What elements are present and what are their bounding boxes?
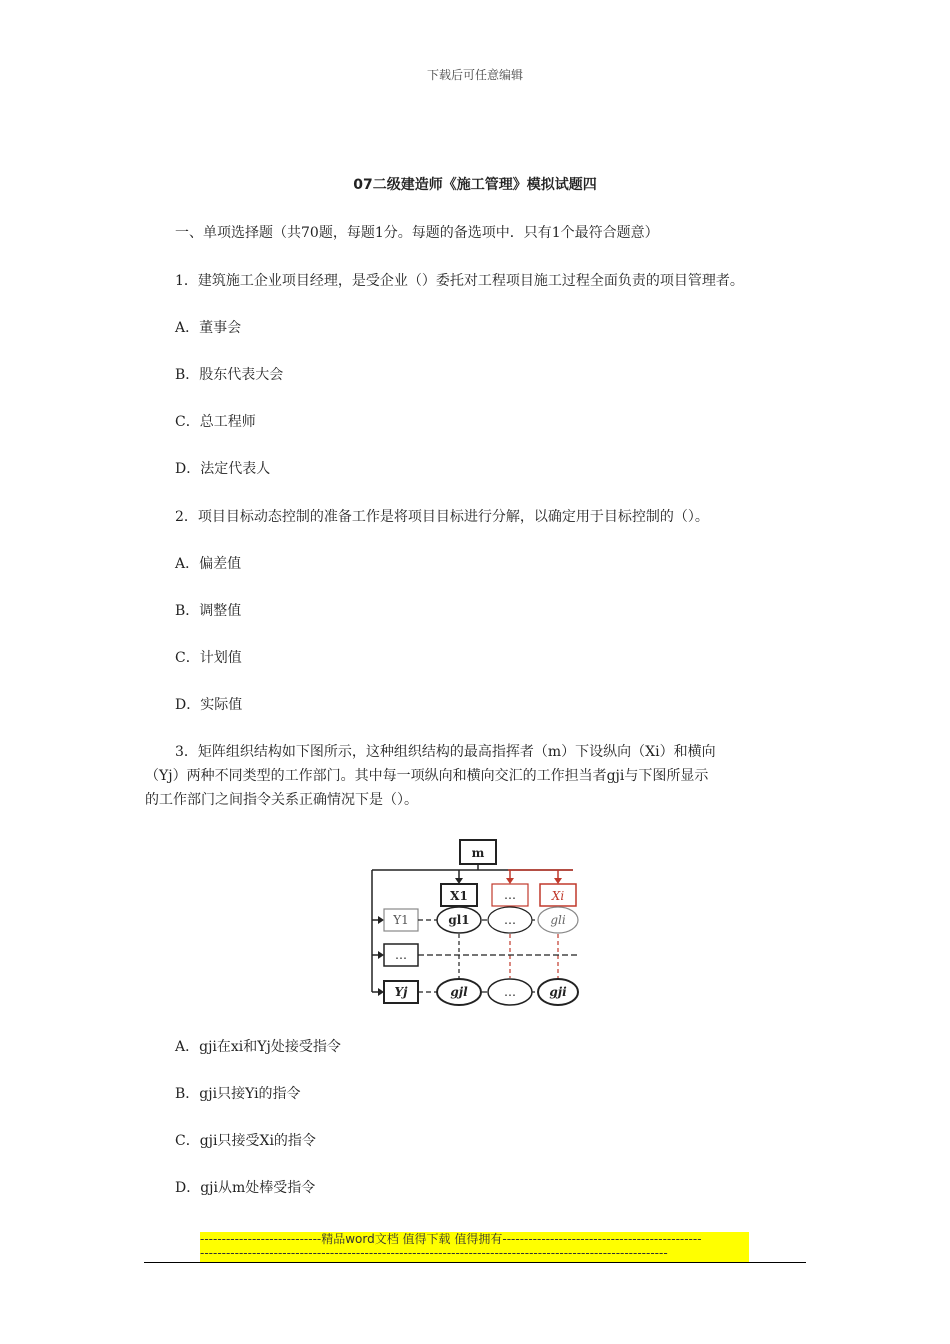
document-title: 07二级建造师《施工管理》模拟试题四 bbox=[353, 177, 597, 193]
question-3-option-d: D．gji从m处棒受指令 bbox=[175, 1180, 316, 1196]
footer-rule bbox=[144, 1262, 806, 1263]
diagram-m-label: m bbox=[471, 846, 485, 860]
question-2-option-b: B．调整值 bbox=[175, 603, 242, 619]
diagram-column-xi-label: Xi bbox=[551, 889, 565, 903]
question-2-option-d: D．实际值 bbox=[175, 697, 243, 713]
diagram-node-g1i-label: gli bbox=[550, 913, 566, 927]
diagram-node-gji-label: gji bbox=[549, 985, 567, 999]
question-1-option-c: C．总工程师 bbox=[175, 414, 256, 430]
question-3-stem-line-2: （Yj）两种不同类型的工作部门。其中每一项纵向和横向交汇的工作担当者gji与下图所显示 bbox=[145, 768, 709, 784]
diagram-column-mid-label: … bbox=[504, 888, 516, 902]
diagram-row-mid-label: … bbox=[395, 948, 407, 962]
footer-line-2: ------------------------------------------------------------------------------------------------------------ bbox=[200, 1246, 668, 1260]
question-3-option-a: A．gji在xi和Yj处接受指令 bbox=[175, 1039, 341, 1055]
diagram-node-g1mid-label: … bbox=[504, 913, 516, 927]
diagram-column-x1-label: X1 bbox=[450, 889, 468, 903]
diagram-node-g11-label: gl1 bbox=[448, 913, 470, 927]
diagram-row-yj-label: Yj bbox=[394, 985, 408, 999]
matrix-organization-diagram bbox=[368, 836, 584, 1008]
question-2-option-c: C．计划值 bbox=[175, 650, 242, 666]
footer-banner bbox=[200, 1232, 749, 1262]
question-2-stem: 2．项目目标动态控制的准备工作是将项目目标进行分解，以确定用于目标控制的（）。 bbox=[175, 509, 709, 525]
question-1-stem: 1．建筑施工企业项目经理，是受企业（）委托对工程项目施工过程全面负责的项目管理者。 bbox=[175, 273, 744, 289]
footer-line-1: ----------------------------精品word文档 值得下载 值得拥有---------------------------------------------- bbox=[200, 1232, 702, 1246]
question-1-option-a: A．董事会 bbox=[175, 320, 242, 336]
question-2-option-a: A．偏差值 bbox=[175, 556, 242, 572]
question-3-stem-line-1: 3．矩阵组织结构如下图所示，这种组织结构的最高指挥者（m）下设纵向（Xi）和横向 bbox=[175, 744, 716, 760]
diagram-row-y1-label: Y1 bbox=[393, 913, 409, 927]
diagram-node-gj1-label: gjl bbox=[450, 985, 468, 999]
question-1-option-d: D．法定代表人 bbox=[175, 461, 271, 477]
question-3-option-c: C．gji只接受Xi的指令 bbox=[175, 1133, 316, 1149]
question-1-option-b: B．股东代表大会 bbox=[175, 367, 284, 383]
header-note: 下载后可任意编辑 bbox=[426, 68, 523, 82]
question-3-stem-line-3: 的工作部门之间指令关系正确情况下是（）。 bbox=[145, 792, 418, 808]
section-heading: 一、单项选择题（共70题，每题1分。每题的备选项中．只有1个最符合题意） bbox=[175, 225, 659, 241]
question-3-option-b: B．gji只接Yi的指令 bbox=[175, 1086, 301, 1102]
diagram-node-gjmid-label: … bbox=[504, 985, 516, 999]
